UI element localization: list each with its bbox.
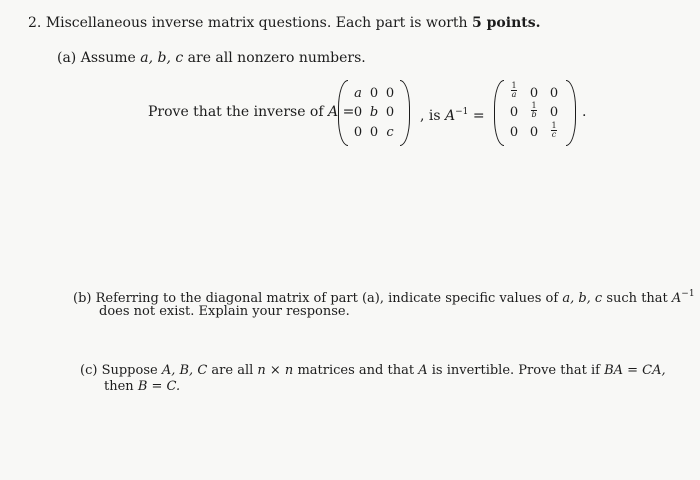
part-b-text1: Referring to the diagonal matrix of part (a), indicate specific values of bbox=[95, 291, 559, 306]
matrix-A-cell: 0 bbox=[385, 86, 395, 101]
part-a-vars: a, b, c bbox=[140, 50, 184, 66]
matrix-A-cell: 0 bbox=[353, 105, 363, 120]
part-c-text3: matrices and that bbox=[297, 363, 415, 378]
frac-num: 1 bbox=[511, 81, 517, 90]
prove-prefix: Prove that the inverse of bbox=[148, 104, 324, 120]
part-c-A: A bbox=[418, 363, 428, 378]
part-a-assume-prefix: Assume bbox=[80, 50, 136, 66]
frac-num: 1 bbox=[551, 121, 557, 130]
part-c-text1: Suppose bbox=[101, 363, 158, 378]
matrix-A-cell: 0 bbox=[369, 86, 379, 101]
frac-den: b bbox=[531, 110, 537, 119]
matrix-A-cell: b bbox=[369, 105, 379, 120]
part-a-assume-suffix: are all nonzero numbers. bbox=[187, 50, 366, 66]
part-c-text4: is invertible. Prove that if bbox=[431, 363, 600, 378]
part-b-text2: such that bbox=[606, 291, 668, 306]
matrix-A-cell: c bbox=[386, 125, 394, 140]
part-c-label: (c) bbox=[80, 363, 98, 378]
part-c-dims: n × n bbox=[257, 363, 294, 378]
matrix-Ainv-cell: 0 bbox=[549, 105, 559, 120]
part-c-text2: are all bbox=[211, 363, 254, 378]
part-b-A: A bbox=[671, 291, 682, 306]
matrix-Ainv-cell: 0 bbox=[509, 105, 519, 120]
part-b-vars: a, b, c bbox=[562, 291, 603, 306]
equals-sign-2: = bbox=[472, 108, 485, 124]
equals-sign: = bbox=[342, 104, 355, 120]
part-c-line2 bbox=[104, 378, 180, 396]
part-a-assumption bbox=[57, 49, 366, 67]
part-c-then: then bbox=[104, 379, 134, 394]
A-inverse-symbol: A bbox=[445, 108, 456, 124]
is-text: , is bbox=[420, 108, 441, 124]
matrix-A-cell: 0 bbox=[369, 125, 379, 140]
matrix-Ainv-left-paren bbox=[494, 80, 504, 146]
part-a-label: (a) bbox=[57, 50, 77, 66]
matrix-Ainv-cell: 0 bbox=[509, 125, 519, 140]
end-period: . bbox=[582, 104, 587, 120]
matrix-A-cell: 0 bbox=[385, 105, 395, 120]
problem-title: Miscellaneous inverse matrix questions. Each part is worth bbox=[45, 15, 468, 31]
matrix-A-right-paren bbox=[400, 80, 410, 146]
frac-den: c bbox=[551, 130, 557, 139]
part-b-line2-text: does not exist. Explain your response. bbox=[99, 304, 350, 319]
A-symbol: A bbox=[328, 104, 339, 120]
frac-num: 1 bbox=[531, 101, 537, 110]
part-c-vars: A, B, C bbox=[161, 363, 208, 378]
problem-header bbox=[28, 14, 541, 32]
is-A-inverse-text bbox=[420, 103, 485, 125]
matrix-A-left-paren bbox=[338, 80, 348, 146]
matrix-Ainv-cell: 0 bbox=[529, 125, 539, 140]
part-b-label: (b) bbox=[73, 291, 92, 306]
matrix-A-inverse bbox=[494, 80, 576, 146]
part-c-conclusion: B = C. bbox=[137, 379, 181, 394]
inverse-exponent: −1 bbox=[455, 107, 469, 117]
fraction-one-over-a bbox=[506, 82, 522, 99]
problem-number: 2. bbox=[28, 15, 42, 31]
matrix-A bbox=[338, 80, 410, 146]
matrix-A-cell: 0 bbox=[353, 125, 363, 140]
part-b-exponent: −1 bbox=[681, 289, 695, 299]
fraction-one-over-c bbox=[546, 122, 562, 139]
fraction-one-over-b bbox=[526, 102, 542, 119]
part-c-equation: BA = CA, bbox=[604, 363, 666, 378]
problem-points: 5 points. bbox=[472, 15, 541, 31]
matrix-Ainv-right-paren bbox=[566, 80, 576, 146]
frac-den: a bbox=[511, 90, 517, 99]
matrix-Ainv-cell: 0 bbox=[549, 86, 559, 101]
matrix-A-cell: a bbox=[354, 86, 362, 101]
part-b-line2 bbox=[99, 303, 350, 321]
part-a-prove-text bbox=[148, 103, 354, 121]
matrix-Ainv-cell: 0 bbox=[529, 86, 539, 101]
